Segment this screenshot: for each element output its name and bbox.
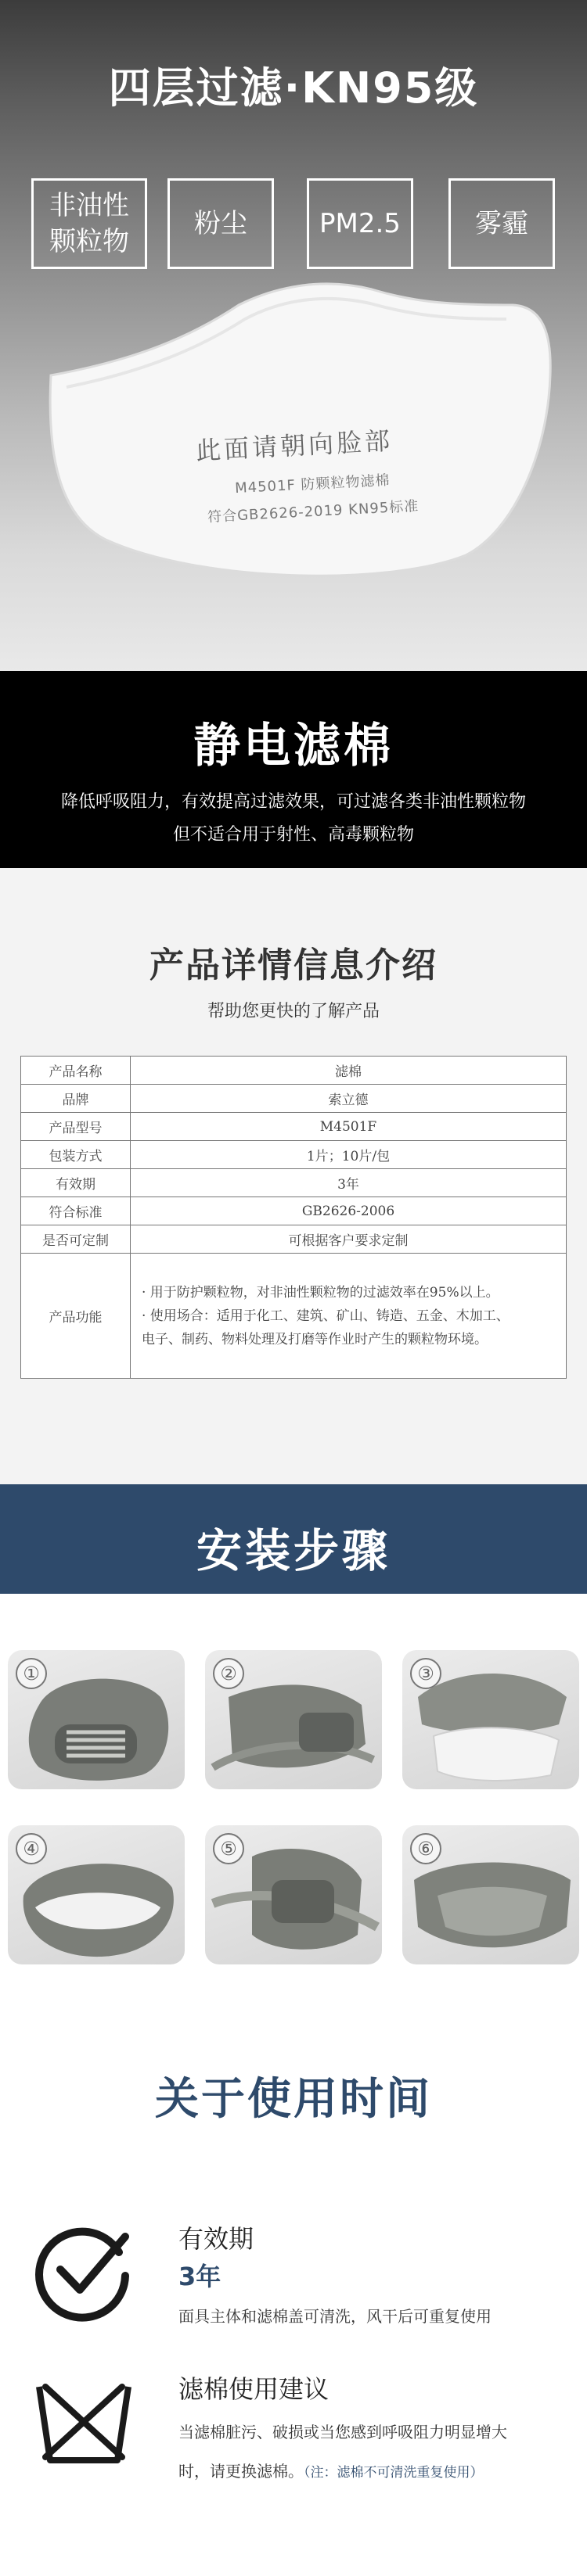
install-step-6-image [402,1825,579,1964]
check-circle-icon [33,2221,135,2323]
spec-key: 产品功能 [21,1254,131,1379]
validity-value: 3年 [178,2262,221,2291]
table-row [21,1057,567,1085]
usage-time-title: 关于使用时间 [155,2074,432,2125]
advice-desc: 当滤棉脏污、破损或当您感到呼吸阻力明显增大 [178,2423,507,2441]
spec-function-value [131,1254,567,1379]
table-row [21,1085,567,1113]
spec-key: 符合标准 [21,1197,131,1225]
validity-label: 有效期 [178,2224,254,2254]
advice-desc-text: 时，请更换滤棉。 [178,2462,304,2481]
spec-key: 产品型号 [21,1113,131,1141]
table-row [21,1197,567,1225]
step-number: ⑥ [410,1833,441,1864]
spec-key: 有效期 [21,1169,131,1197]
advice-note: （注：滤棉不可清洗重复使用） [304,2465,484,2481]
install-step-3-image [402,1650,579,1789]
install-steps-banner [0,1484,587,1594]
section-desc: 降低呼吸阻力，有效提高过滤效果，可过滤各类非油性颗粒物 [60,792,526,812]
spec-value: 3年 [131,1169,567,1197]
feature-line: 颗粒物 [49,226,129,257]
hero-section [0,0,587,671]
hero-title: 四层过滤·KN95级 [108,63,479,113]
product-details-section [0,868,587,1484]
spec-key: 产品名称 [21,1057,131,1085]
table-row [21,1254,567,1379]
advice-label: 滤棉使用建议 [178,2374,330,2404]
install-step-2-image [205,1650,382,1789]
spec-table [20,1056,567,1379]
pad-print-face-side: 此面请朝向脸部 [195,425,394,466]
feature-haze [448,178,555,269]
section-subtitle: 帮助您更快的了解产品 [207,1002,380,1021]
validity-desc: 面具主体和滤棉盖可清洗，风干后可重复使用 [178,2307,492,2326]
feature-non-oil-particles [31,178,147,269]
advice-desc-line2 [178,2454,484,2490]
install-step-4-image [8,1825,185,1964]
function-line: · 用于防护颗粒物，对非油性颗粒物的过滤效率在95%以上。 [142,1284,499,1301]
pad-print-model: M4501F 防颗粒物滤棉 [234,472,391,497]
do-not-wash-icon [33,2376,135,2470]
spec-key: 品牌 [21,1085,131,1113]
function-line: 电子、制药、物料处理及打磨等作业时产生的颗粒物环境。 [142,1331,488,1347]
section-title: 产品详情信息介绍 [149,945,438,985]
feature-line: 雾霾 [475,208,528,239]
install-step-1-image [8,1650,185,1789]
spec-value: 滤棉 [131,1057,567,1085]
table-row [21,1141,567,1169]
feature-line: 粉尘 [194,208,247,239]
step-number: ⑤ [213,1833,244,1864]
feature-pm25 [307,178,413,269]
section-title: 安装步骤 [196,1524,391,1577]
spec-value: M4501F [131,1113,567,1141]
step-number: ③ [410,1658,441,1689]
feature-line: 非油性 [49,190,129,221]
spec-value: 可根据客户要求定制 [131,1225,567,1254]
step-number: ① [16,1658,47,1689]
spec-value: GB2626-2006 [131,1197,567,1225]
spec-key: 包装方式 [21,1141,131,1169]
spec-value: 1片；10片/包 [131,1141,567,1169]
static-cotton-section [0,671,587,868]
step-number: ④ [16,1833,47,1864]
spec-key: 是否可定制 [21,1225,131,1254]
section-title: 静电滤棉 [193,719,394,773]
table-row [21,1113,567,1141]
table-row [21,1225,567,1254]
spec-value: 索立德 [131,1085,567,1113]
table-row [21,1169,567,1197]
install-step-5-image [205,1825,382,1964]
section-desc: 但不适合用于射性、高毒颗粒物 [172,825,414,845]
step-number: ② [213,1658,244,1689]
function-line: · 使用场合：适用于化工、建筑、矿山、铸造、五金、木加工、 [142,1308,510,1324]
pad-print-standard: 符合GB2626-2019 KN95标准 [207,497,420,526]
feature-dust [167,178,274,269]
feature-line: PM2.5 [319,208,401,239]
